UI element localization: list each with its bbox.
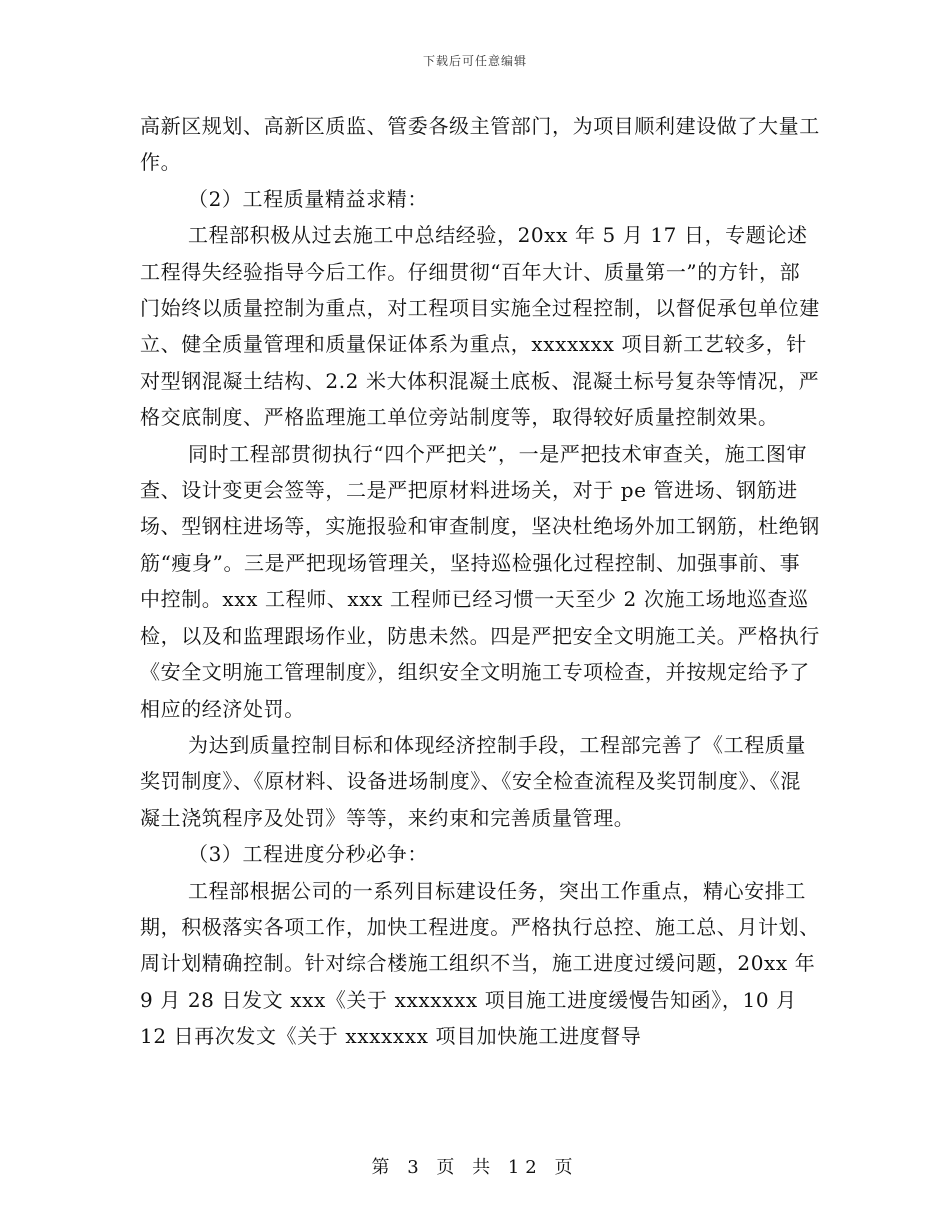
page-footer: 第 3 页 共 12 页: [371, 1157, 579, 1178]
paragraph-quality-experience: 工程部积极从过去施工中总结经验，20xx 年 5 月 17 日，专题论述工程得失经验指导今后工作。仔细贯彻“百年大计、质量第一”的方针，部门始终以质量控制为重点，对工程项目实施全过程控制，以督促承包单位建立、健全质量管理和质量保证体系为重点，xxxxxxx 项目新工艺较多，针对型钢混凝土结构、2.2 米大体积混凝土底板、混凝土标号复杂等情况，严格交底制度、严格监理施工单位旁站制度等，取得较好质量控制效果。: [140, 223, 820, 430]
paragraph-four-checks: 同时工程部贯彻执行“四个严把关”，一是严把技术审查关，施工图审查、设计变更会签等，二是严把原材料进场关，对于 pe 管进场、钢筋进场、型钢柱进场等，实施报验和审查制度，坚决杜绝场外加工钢筋，杜绝钢筋“瘦身”。三是严把现场管理关，坚持巡检强化过程控制、加强事前、事中控制。xxx 工程师、xxx 工程师已经习惯一天至少 2 次施工场地巡查巡检，以及和监理跟场作业，防患未然。四是严把安全文明施工关。严格执行《安全文明施工管理制度》，组织安全文明施工专项检查，并按规定给予了相应的经济处罚。: [140, 441, 820, 721]
page-header: 下载后可任意编辑: [422, 54, 527, 68]
paragraph-1: 高新区规划、高新区质监、管委各级主管部门，为项目顺利建设做了大量工作。: [140, 114, 820, 175]
heading-progress: （3）工程进度分秒必争：: [188, 842, 428, 867]
paragraph-regulations: 为达到质量控制目标和体现经济控制手段，工程部完善了《工程质量奖罚制度》、《原材料、设备进场制度》、《安全检查流程及奖罚制度》、《混凝土浇筑程序及处罚》等等，来约束和完善质量管理。: [140, 732, 806, 830]
heading-quality: （2）工程质量精益求精：: [188, 186, 428, 211]
document-body: [140, 108, 820, 1055]
paragraph-progress: 工程部根据公司的一系列目标建设任务，突出工作重点，精心安排工期，积极落实各项工作，加快工程进度。严格执行总控、施工总、月计划、周计划精确控制。针对综合楼施工组织不当，施工进度过缓问题，20xx 年 9 月 28 日发文 xxx《关于 xxxxxxx 项目施工进度缓慢告知函》，10 月 12 日再次发文《关于 xxxxxxx 项目加快施工进度督导: [140, 878, 820, 1049]
